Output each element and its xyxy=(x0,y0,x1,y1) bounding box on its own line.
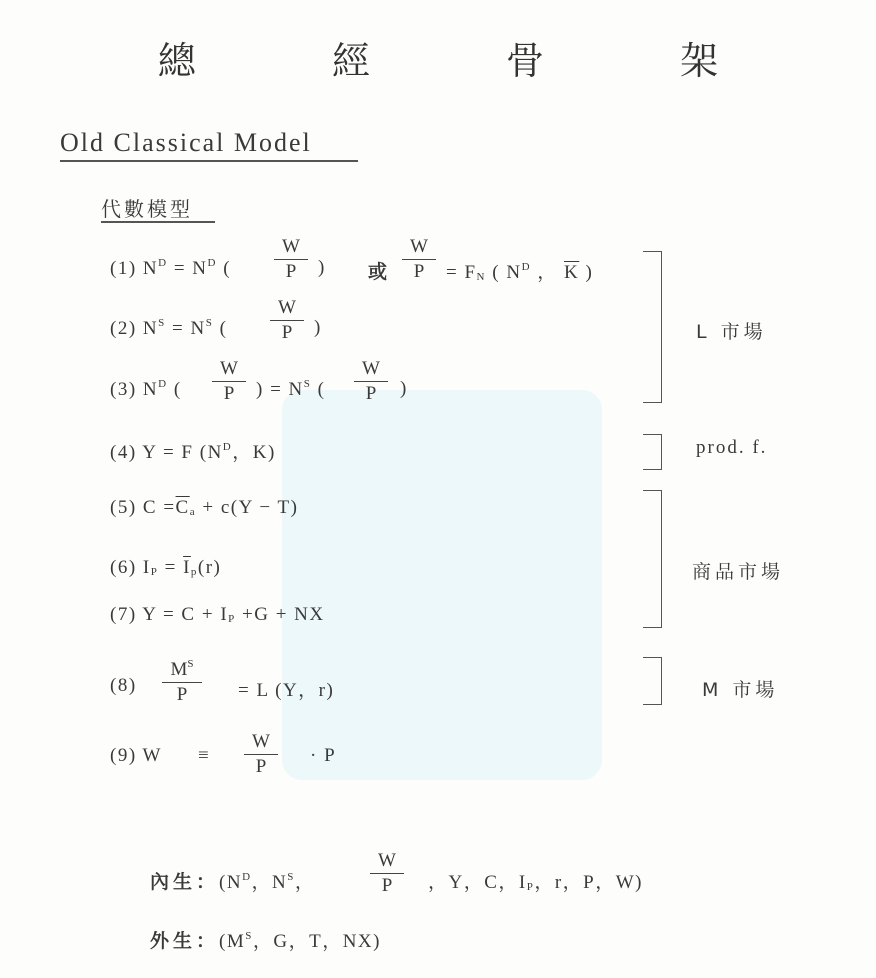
superscript: S xyxy=(205,317,214,329)
equation-text: ，K) xyxy=(232,442,276,463)
numerator: W xyxy=(220,358,238,379)
endogenous-label: 內生： xyxy=(150,871,220,893)
background-tint xyxy=(282,390,602,780)
subscript: p xyxy=(190,566,198,578)
fraction-w-over-p xyxy=(244,731,278,778)
money-market-label: M 市場 xyxy=(702,679,779,701)
or-word: 或 xyxy=(368,261,389,283)
fraction-w-over-p xyxy=(370,850,404,897)
fraction-w-over-p xyxy=(212,358,246,405)
labor-market-bracket xyxy=(643,251,662,403)
numerator: W xyxy=(252,731,270,752)
superscript: S xyxy=(245,930,253,942)
fraction-bar xyxy=(370,873,404,874)
equation-number: (2) xyxy=(110,318,137,339)
equation-text: (M xyxy=(219,931,246,952)
equation-1-rhs xyxy=(446,257,593,284)
equation-9-rhs: · P xyxy=(310,745,337,766)
numerator: W xyxy=(378,850,396,871)
page-title: 總 經 骨 架 xyxy=(157,39,781,83)
fraction-bar xyxy=(162,682,202,683)
equation-text: +G + NX xyxy=(242,604,325,625)
equation-number: (9) W xyxy=(110,745,162,766)
equation-text: (7) Y = C + I xyxy=(110,604,229,625)
equation-number: (8) xyxy=(110,675,137,696)
equation-text: (N xyxy=(219,872,243,893)
paren: ( xyxy=(223,258,232,279)
equiv-symbol: ≡ xyxy=(198,745,211,766)
numerator: W xyxy=(362,358,380,379)
equation-text: + c(Y − T) xyxy=(202,497,299,518)
equation-text: ，G，T，NX) xyxy=(252,931,381,952)
denominator: P xyxy=(281,322,293,343)
equation-text: = xyxy=(164,557,177,578)
denominator: P xyxy=(381,875,393,896)
investment-symbol: $\overline{I}$ xyxy=(183,557,191,578)
denominator: P xyxy=(223,383,235,404)
production-bracket xyxy=(643,434,662,470)
equation-4 xyxy=(110,437,276,464)
separator: ， xyxy=(294,872,316,893)
denominator: P xyxy=(285,261,297,282)
equation-3 xyxy=(110,378,182,401)
equation-text: ，r，P，W) xyxy=(534,872,644,893)
paren: ) xyxy=(318,257,326,278)
superscript: D xyxy=(222,441,233,453)
superscript: S xyxy=(287,871,295,883)
superscript: S xyxy=(158,317,166,329)
exogenous-line xyxy=(150,926,381,953)
equation-text: (6) I xyxy=(110,557,151,578)
denominator: P xyxy=(255,756,267,777)
equation-text: (r) xyxy=(197,557,222,578)
section-heading: Old Classical Model xyxy=(60,128,312,157)
paren: ) xyxy=(314,317,322,338)
equation-number: (3) xyxy=(110,379,137,400)
endogenous-line xyxy=(150,867,315,894)
equation-text: ，Y，C，I xyxy=(428,872,527,893)
paren: ( xyxy=(317,379,326,400)
equation-2-close xyxy=(314,317,322,339)
numerator xyxy=(162,653,202,681)
paren: ( xyxy=(173,379,182,400)
symbol: N xyxy=(142,379,159,400)
fraction-w-over-p xyxy=(270,297,304,344)
equation-6 xyxy=(110,557,221,579)
paren: ) xyxy=(585,262,594,283)
section-underline xyxy=(60,160,358,162)
equation-number: (1) xyxy=(110,258,137,279)
subsection-underline xyxy=(101,221,215,223)
superscript: D xyxy=(242,871,252,883)
paren: ) xyxy=(400,378,408,399)
numerator: W xyxy=(282,236,300,257)
equation-8-rhs: = L (Y，r) xyxy=(238,680,335,701)
symbol: ( N xyxy=(492,262,522,283)
endogenous-rest xyxy=(428,867,643,894)
labor-market-label: L 市場 xyxy=(696,321,767,343)
subscript: a xyxy=(189,506,197,518)
symbol: M xyxy=(170,659,188,680)
superscript: D xyxy=(521,261,532,273)
symbol: ) = N xyxy=(256,379,304,400)
equation-1-close xyxy=(318,257,326,279)
subscript: P xyxy=(526,881,535,893)
equation-text: ，N xyxy=(251,872,288,893)
subscript: P xyxy=(150,566,159,578)
fraction-ms-over-p xyxy=(162,653,202,706)
equation-8 xyxy=(110,675,137,697)
autonomous-consumption: $\overline{C}$ xyxy=(175,497,190,518)
fraction-w-over-p xyxy=(354,358,388,405)
subscript: P xyxy=(228,613,236,625)
denominator: P xyxy=(365,383,377,404)
equation-9 xyxy=(110,745,162,767)
exogenous-label: 外生： xyxy=(150,930,220,952)
denominator: P xyxy=(413,261,425,282)
equation-2 xyxy=(110,317,227,340)
goods-market-label: 商品市場 xyxy=(692,561,785,583)
superscript: D xyxy=(158,378,168,390)
symbol: = F xyxy=(446,262,477,283)
production-function-label: prod. f. xyxy=(696,437,768,458)
superscript: D xyxy=(207,257,217,269)
equation-3-close xyxy=(400,378,408,400)
paren: ( xyxy=(219,318,228,339)
goods-market-bracket xyxy=(643,490,662,628)
numerator: W xyxy=(278,297,296,318)
superscript: S xyxy=(187,658,194,670)
equation-text: (4) Y = F (N xyxy=(110,442,223,463)
symbol: = N xyxy=(172,318,206,339)
superscript: S xyxy=(303,378,312,390)
equation-text: (5) C = xyxy=(110,497,176,518)
fraction-bar xyxy=(402,259,436,260)
symbol: N xyxy=(142,318,159,339)
symbol: = N xyxy=(173,258,208,279)
denominator: P xyxy=(176,684,188,705)
fraction-bar xyxy=(274,259,308,260)
fraction-bar xyxy=(212,381,246,382)
k-bar: $\overline{K}$ xyxy=(564,262,580,283)
equation-1 xyxy=(110,257,231,280)
numerator: W xyxy=(410,236,428,257)
fraction-bar xyxy=(354,381,388,382)
fraction-bar xyxy=(244,754,278,755)
superscript: D xyxy=(158,257,168,269)
fraction-bar xyxy=(270,320,304,321)
equation-7 xyxy=(110,604,325,626)
fraction-w-over-p xyxy=(274,236,308,283)
separator: ， xyxy=(537,262,558,283)
money-market-bracket xyxy=(643,657,662,705)
equation-5 xyxy=(110,497,298,519)
symbol: N xyxy=(142,258,159,279)
equation-3-mid xyxy=(256,378,325,401)
subsection-heading: 代數模型 xyxy=(101,197,193,221)
fraction-w-over-p xyxy=(402,236,436,283)
subscript: N xyxy=(476,271,486,283)
